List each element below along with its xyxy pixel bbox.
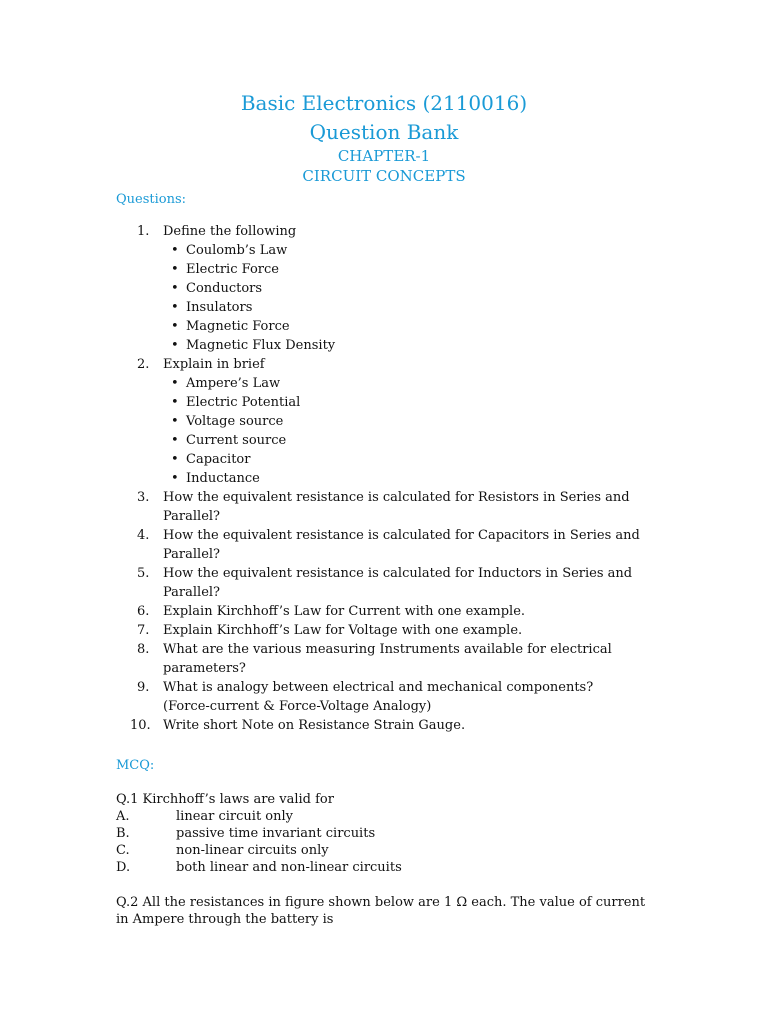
question-number: 9. xyxy=(137,680,150,695)
question-text: Explain in brief xyxy=(163,357,265,372)
question-text: Explain Kirchhoff’s Law for Current with one example. xyxy=(163,604,526,619)
sub-item xyxy=(163,431,643,450)
sub-item-text: Electric Force xyxy=(186,262,279,277)
question-text: Explain Kirchhoff’s Law for Voltage with one example. xyxy=(163,623,523,638)
chapter-topic: CIRCUIT CONCEPTS xyxy=(302,167,466,185)
sub-item-text: Coulomb’s Law xyxy=(186,243,288,258)
option-text: passive time invariant circuits xyxy=(176,826,376,841)
bullet-icon: • xyxy=(171,433,179,448)
question-item xyxy=(0,640,643,678)
bullet-icon: • xyxy=(171,471,179,486)
sub-item xyxy=(163,298,643,317)
option-letter: D. xyxy=(116,860,131,875)
mcq-question-text: Q.1 Kirchhoff’s laws are valid for xyxy=(116,792,334,807)
question-number: 2. xyxy=(137,357,150,372)
question-number: 10. xyxy=(130,718,151,733)
question-number: 4. xyxy=(137,528,150,543)
sub-item xyxy=(163,374,643,393)
bullet-icon: • xyxy=(171,395,179,410)
option-letter: A. xyxy=(116,809,130,824)
sub-item xyxy=(163,393,643,412)
chapter-label: CHAPTER-1 xyxy=(337,147,431,165)
option-text: linear circuit only xyxy=(176,809,293,824)
question-number: 5. xyxy=(137,566,150,581)
question-text: How the equivalent resistance is calculated for Inductors in Series and Parallel? xyxy=(163,566,633,600)
document-header xyxy=(0,88,768,186)
sub-item-text: Electric Potential xyxy=(186,395,301,410)
question-item xyxy=(0,488,643,526)
question-text: How the equivalent resistance is calculated for Resistors in Series and Parallel? xyxy=(163,490,630,524)
sub-item-text: Current source xyxy=(186,433,287,448)
document-title: Basic Electronics (2110016) xyxy=(240,91,528,115)
bullet-icon: • xyxy=(171,376,179,391)
question-text: What are the various measuring Instruments available for electrical parameters? xyxy=(163,642,612,676)
question-list xyxy=(0,222,768,735)
sub-item xyxy=(163,241,643,260)
question-item xyxy=(0,222,643,355)
sub-item xyxy=(163,260,643,279)
document-subtitle: Question Bank xyxy=(309,120,459,144)
sub-item xyxy=(163,279,643,298)
question-item xyxy=(0,355,643,488)
question-number: 6. xyxy=(137,604,150,619)
question-number: 1. xyxy=(137,224,150,239)
bullet-icon: • xyxy=(171,281,179,296)
sub-item xyxy=(163,412,643,431)
sub-item-text: Magnetic Flux Density xyxy=(186,338,336,353)
question-text: What is analogy between electrical and mechanical components? (Force-current & Force-Voltage Analogy) xyxy=(163,680,594,714)
mcq-question xyxy=(116,791,656,876)
bullet-icon: • xyxy=(171,300,179,315)
question-item xyxy=(0,678,643,716)
sub-item-text: Conductors xyxy=(186,281,263,296)
sub-item-text: Voltage source xyxy=(186,414,284,429)
question-text: Write short Note on Resistance Strain Gauge. xyxy=(163,718,466,733)
question-number: 8. xyxy=(137,642,150,657)
question-number: 3. xyxy=(137,490,150,505)
sub-item-text: Magnetic Force xyxy=(186,319,290,334)
question-item xyxy=(0,602,643,621)
question-text: Define the following xyxy=(163,224,297,239)
option-letter: B. xyxy=(116,826,130,841)
bullet-icon: • xyxy=(171,262,179,277)
option-text: non-linear circuits only xyxy=(176,843,329,858)
sub-item-text: Insulators xyxy=(186,300,253,315)
question-item xyxy=(0,526,643,564)
question-item xyxy=(0,564,643,602)
sub-item-text: Ampere’s Law xyxy=(186,376,281,391)
bullet-icon: • xyxy=(171,319,179,334)
bullet-icon: • xyxy=(171,243,179,258)
question-text: How the equivalent resistance is calculated for Capacitors in Series and Parallel? xyxy=(163,528,640,562)
bullet-icon: • xyxy=(171,414,179,429)
sub-item xyxy=(163,317,643,336)
mcq-question xyxy=(116,894,656,928)
option-letter: C. xyxy=(116,843,130,858)
mcq-option xyxy=(116,842,656,859)
question-item xyxy=(0,621,643,640)
sub-item xyxy=(163,450,643,469)
questions-heading: Questions: xyxy=(116,192,187,207)
mcq-option xyxy=(116,825,656,842)
sub-list xyxy=(163,241,643,355)
question-item xyxy=(0,716,643,735)
mcq-question-text: Q.2 All the resistances in figure shown below are 1 Ω each. The value of current in Ampere through the battery is xyxy=(116,895,646,927)
sub-item xyxy=(163,336,643,355)
bullet-icon: • xyxy=(171,452,179,467)
sub-item-text: Capacitor xyxy=(186,452,251,467)
option-text: both linear and non-linear circuits xyxy=(176,860,402,875)
sub-item-text: Inductance xyxy=(186,471,260,486)
sub-item xyxy=(163,469,643,488)
mcq-option xyxy=(116,808,656,825)
sub-list xyxy=(163,374,643,488)
mcq-option xyxy=(116,859,656,876)
bullet-icon: • xyxy=(171,338,179,353)
question-number: 7. xyxy=(137,623,150,638)
mcq-heading: MCQ: xyxy=(116,758,155,773)
